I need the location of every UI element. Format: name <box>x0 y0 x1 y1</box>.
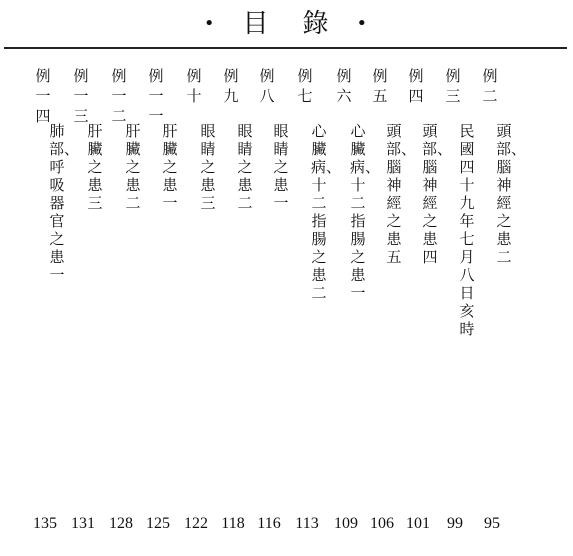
entry-title: 肝臟之患一 <box>162 122 178 212</box>
entry-number: 例五 <box>372 67 388 105</box>
title-char-lu: 錄 <box>302 9 331 39</box>
entry-page-number: 116 <box>257 515 281 532</box>
entry-title: 頭部、腦神經之患四 <box>422 122 453 266</box>
entry-number: 例十 <box>186 67 202 105</box>
entry-page-number: 99 <box>447 515 463 532</box>
toc-entry <box>445 66 475 546</box>
toc-entry <box>295 66 342 546</box>
title-char-mu: 目 <box>242 9 271 39</box>
toc-entry <box>259 66 289 546</box>
entry-page-number: 113 <box>295 515 319 532</box>
toc-entry <box>223 66 253 546</box>
entry-number: 例一四 <box>35 67 51 125</box>
entry-title: 眼睛之患一 <box>273 122 289 212</box>
entry-page-number: 125 <box>146 515 170 532</box>
entry-number: 例四 <box>408 67 424 105</box>
entry-page-number: 122 <box>184 515 208 532</box>
entry-page-number: 135 <box>33 515 57 532</box>
toc-entry <box>33 66 80 546</box>
entry-number: 例一二 <box>111 67 127 125</box>
toc-entry <box>186 66 216 546</box>
entry-number: 例九 <box>223 67 239 105</box>
entry-title: 頭部、腦神經之患五 <box>386 122 417 266</box>
entry-page-number: 95 <box>484 515 500 532</box>
entry-page-number: 106 <box>370 515 394 532</box>
entry-page-number: 131 <box>71 515 95 532</box>
entry-title: 心臟病、十二指腸之患一 <box>350 122 381 302</box>
entry-title: 肺部、呼吸器官之患一 <box>49 122 80 284</box>
title-dot-right: • <box>356 13 370 34</box>
entry-number: 例一三 <box>73 67 89 125</box>
entry-number: 例七 <box>297 67 313 105</box>
page-title <box>0 6 573 42</box>
entry-number: 例八 <box>259 67 275 105</box>
entry-title: 肝臟之患三 <box>87 122 103 212</box>
entry-page-number: 118 <box>221 515 245 532</box>
entry-number: 例六 <box>336 67 352 105</box>
entry-number: 例一一 <box>148 67 164 125</box>
entry-title: 眼睛之患三 <box>200 122 216 212</box>
entry-title: 民國四十九年七月八日亥時 <box>459 122 475 338</box>
title-divider <box>4 47 567 49</box>
toc-entry <box>482 66 527 546</box>
entry-title: 心臟病、十二指腸之患二 <box>311 122 342 302</box>
entry-page-number: 128 <box>109 515 133 532</box>
entry-title: 眼睛之患二 <box>237 122 253 212</box>
entry-number: 例三 <box>445 67 461 105</box>
entry-number: 例二 <box>482 67 498 105</box>
entry-title: 頭部、腦神經之患二 <box>496 122 527 266</box>
entry-title: 肝臟之患二 <box>125 122 141 212</box>
toc-entry <box>73 66 103 546</box>
toc-entry <box>111 66 141 546</box>
title-dot-left: • <box>203 13 217 34</box>
entry-page-number: 109 <box>334 515 358 532</box>
entry-page-number: 101 <box>406 515 430 532</box>
toc-entry <box>148 66 178 546</box>
